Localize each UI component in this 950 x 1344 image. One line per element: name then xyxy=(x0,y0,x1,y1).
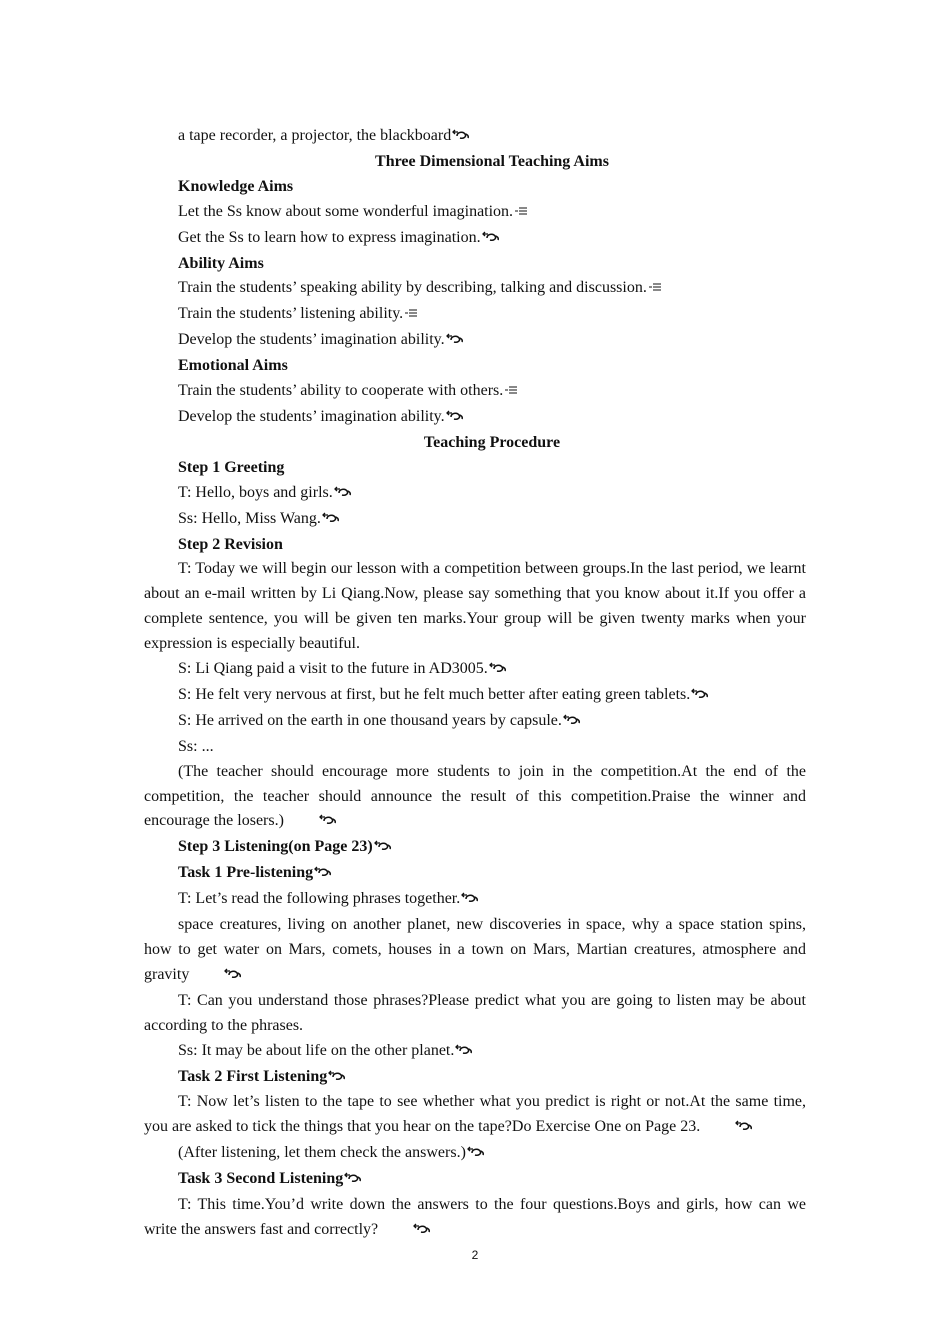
line-text: Develop the students’ imagination ability. xyxy=(178,331,445,349)
line-text: T: Today we will begin our lesson with a competition between groups.In the last period, we learnt about an e-mail written by Li Qiang.Now, please say something that you know about it.If you offer a complete sentence, you will be given ten marks.Your group will be given twenty marks when your expression is especially beautiful. xyxy=(144,560,806,653)
text-line xyxy=(144,557,806,657)
text-line xyxy=(144,124,806,150)
text-line xyxy=(144,200,806,226)
heading-line xyxy=(144,431,806,456)
line-text: Develop the students’ imagination ability. xyxy=(178,407,445,425)
line-text: Train the students’ speaking ability by describing, talking and discussion. xyxy=(178,279,647,297)
heading-line xyxy=(144,861,806,887)
text-line xyxy=(144,1193,806,1244)
line-text: Ability Aims xyxy=(178,254,264,272)
text-line xyxy=(144,1039,806,1065)
line-text: S: He felt very nervous at first, but he felt much better after eating green tablets. xyxy=(178,685,691,703)
line-break-mark-icon xyxy=(404,303,418,328)
paragraph-mark-icon xyxy=(334,482,352,507)
line-break-mark-icon xyxy=(514,201,528,226)
line-text: T: This time.You’d write down the answers to the four questions.Boys and girls, how can we write the answers fast and correctly? xyxy=(144,1196,806,1238)
heading-line xyxy=(144,175,806,200)
line-text: S: He arrived on the earth in one thousand years by capsule. xyxy=(178,711,562,729)
paragraph-mark-icon xyxy=(467,1142,485,1167)
line-text: Step 3 Listening(on Page 23) xyxy=(178,838,373,856)
text-line xyxy=(144,302,806,328)
line-text: Ss: It may be about life on the other planet. xyxy=(178,1041,455,1059)
paragraph-mark-icon xyxy=(482,227,500,252)
line-text: Task 1 Pre-listening xyxy=(178,864,314,882)
paragraph-mark-icon xyxy=(314,862,332,887)
paragraph-mark-icon xyxy=(563,710,581,735)
paragraph-mark-icon xyxy=(374,836,392,861)
line-text: Let the Ss know about some wonderful imagination. xyxy=(178,202,514,220)
line-text: Ss: ... xyxy=(178,737,214,755)
heading-line xyxy=(144,354,806,379)
text-line xyxy=(144,735,806,760)
paragraph-mark-icon xyxy=(322,508,340,533)
text-line xyxy=(144,481,806,507)
paragraph-mark-icon xyxy=(344,1168,362,1193)
line-text: (After listening, let them check the answers.) xyxy=(178,1144,466,1162)
line-text: Teaching Procedure xyxy=(423,433,561,451)
heading-line xyxy=(144,150,806,175)
paragraph-mark-icon xyxy=(701,1116,753,1141)
line-text: Ss: Hello, Miss Wang. xyxy=(178,509,321,527)
text-line xyxy=(144,507,806,533)
text-line xyxy=(144,328,806,354)
line-text: Step 1 Greeting xyxy=(178,458,285,476)
text-line xyxy=(144,657,806,683)
line-text: T: Let’s read the following phrases together. xyxy=(178,890,461,908)
text-line xyxy=(144,1090,806,1141)
paragraph-mark-icon xyxy=(379,1219,431,1244)
line-text: (The teacher should encourage more students to join in the competition.At the end of the competition, the teacher should announce the result of this competition.Praise the winner and encourage the losers.) xyxy=(144,762,806,830)
line-text: Get the Ss to learn how to express imagination. xyxy=(178,228,481,246)
paragraph-mark-icon xyxy=(446,329,464,354)
line-text: Task 3 Second Listening xyxy=(178,1170,344,1188)
text-line xyxy=(144,989,806,1039)
heading-line xyxy=(144,252,806,277)
heading-line xyxy=(144,1167,806,1193)
paragraph-mark-icon xyxy=(328,1066,346,1091)
heading-line xyxy=(144,835,806,861)
text-line xyxy=(144,760,806,836)
line-text: space creatures, living on another planet, new discoveries in space, why a space station spins, how to get water on Mars, comets, houses in a town on Mars, Martian creatures, atmosphere and gravity xyxy=(144,916,806,983)
line-break-mark-icon xyxy=(648,277,662,302)
line-text: T: Hello, boys and girls. xyxy=(178,483,333,501)
text-line xyxy=(144,913,806,989)
paragraph-mark-icon xyxy=(489,658,507,683)
document-body xyxy=(144,124,806,1244)
heading-line xyxy=(144,1065,806,1091)
page-number: 2 xyxy=(471,1248,479,1262)
paragraph-mark-icon xyxy=(285,810,337,835)
paragraph-mark-icon xyxy=(461,888,479,913)
line-text: Three Dimensional Teaching Aims xyxy=(375,152,609,170)
heading-line xyxy=(144,456,806,481)
text-line xyxy=(144,276,806,302)
text-line xyxy=(144,683,806,709)
line-text: Train the students’ listening ability. xyxy=(178,305,404,323)
text-line xyxy=(144,1141,806,1167)
text-line xyxy=(144,405,806,431)
paragraph-mark-icon xyxy=(446,406,464,431)
line-text: Step 2 Revision xyxy=(178,535,283,553)
paragraph-mark-icon xyxy=(190,964,242,989)
line-text: S: Li Qiang paid a visit to the future in AD3005. xyxy=(178,660,488,678)
line-text: a tape recorder, a projector, the blackboard xyxy=(178,127,452,144)
line-text: Task 2 First Listening xyxy=(178,1067,328,1085)
line-text: Knowledge Aims xyxy=(178,177,294,195)
text-line xyxy=(144,379,806,405)
heading-line xyxy=(144,533,806,558)
line-text: Emotional Aims xyxy=(178,357,288,375)
line-text: Train the students’ ability to cooperate with others. xyxy=(178,382,504,400)
line-text: T: Can you understand those phrases?Please predict what you are going to listen may be about according to the phrases. xyxy=(144,991,806,1034)
line-text: T: Now let’s listen to the tape to see whether what you predict is right or not.At the same time, you are asked to tick the things that you hear on the tape?Do Exercise One on Page 23. xyxy=(144,1093,806,1136)
paragraph-mark-icon xyxy=(691,684,709,709)
text-line xyxy=(144,887,806,913)
text-line xyxy=(144,226,806,252)
paragraph-mark-icon xyxy=(455,1040,473,1065)
line-break-mark-icon xyxy=(504,380,518,405)
paragraph-mark-icon xyxy=(452,125,470,150)
text-line xyxy=(144,709,806,735)
